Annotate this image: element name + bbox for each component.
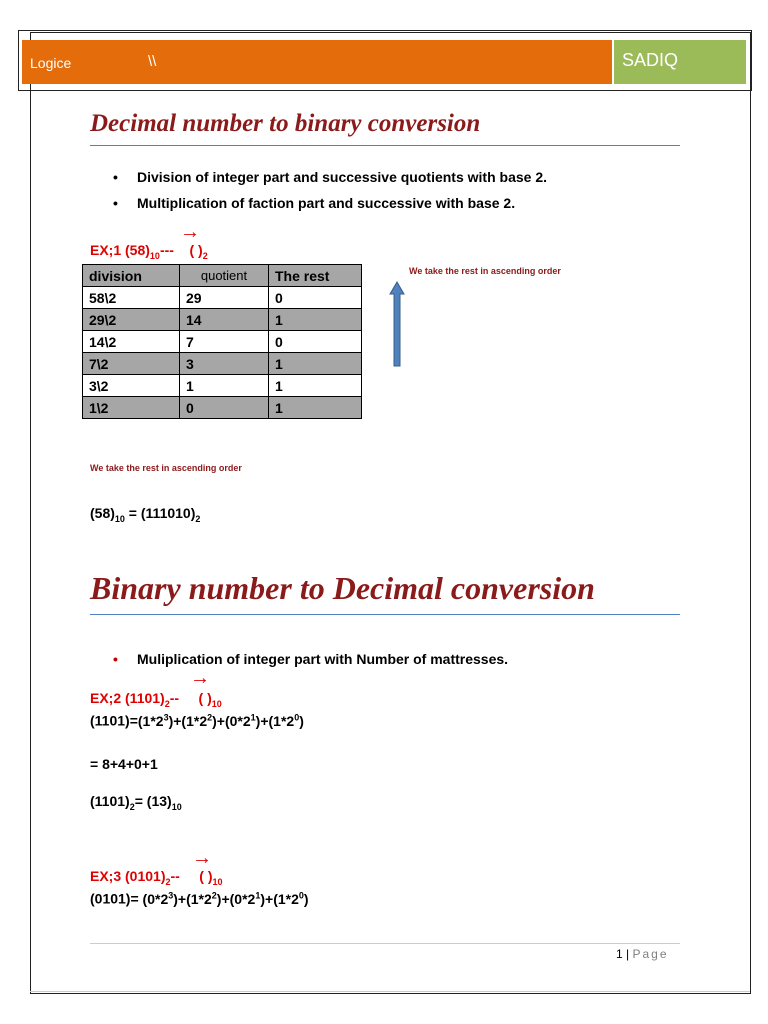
table-cell: 0 [269,331,362,353]
result2-lhs-base: 2 [129,801,135,812]
example2-base-to: 10 [211,698,222,709]
expansion-term [273,891,308,907]
table-row [83,309,362,331]
header-slash: \\ [148,53,157,70]
header-author: SADIQ [622,50,679,70]
result2-rhs-base: 10 [171,801,182,812]
term-close: )+ [173,890,187,907]
example2-paren: ( ) [198,690,212,706]
bottom-rule [30,991,750,992]
page-separator: | [622,947,633,961]
ascending-note: We take the rest in ascending order [90,463,242,473]
bullet-text: Division of integer part and successive quotients with base 2. [137,169,547,185]
right-arrow-icon: → [190,667,210,689]
table-cell: 7 [180,331,269,353]
term-base: (0*2 [224,712,251,729]
expansion-term [186,891,230,907]
table-cell: 1 [269,353,362,375]
term-base: (1*2 [181,712,208,729]
section1-title: Decimal number to binary conversion [90,110,481,137]
expansion-equation [90,712,304,729]
side-note: We take the rest in ascending order [409,266,561,276]
column-header: division [83,265,180,287]
table-cell: 14 [180,309,269,331]
example1-base-from: 10 [149,250,160,261]
result-lhs-base: 10 [114,513,125,524]
table-cell: 1\2 [83,397,180,419]
term-close: ) [299,712,304,729]
table-row [83,353,362,375]
result-rhs: = (111010) [124,505,196,521]
section2-title: Binary number to Decimal conversion [90,570,595,606]
conversion-table [82,264,362,419]
term-exponent: 3 [168,890,174,900]
expansion-lhs: (1101)= [90,712,138,729]
example1-dashes: --- [159,242,174,258]
expansion-term [269,713,304,729]
expansion-lhs: (0101)= [90,890,143,907]
example1-label [90,242,208,261]
table-cell: 14\2 [83,331,180,353]
term-base: (0*2 [229,890,256,907]
term-exponent: 1 [255,890,261,900]
example2-label [90,690,222,709]
section1-rule [90,145,680,146]
result2-equation [90,793,182,812]
term-close: )+ [260,890,274,907]
bullet-item [113,651,508,667]
term-exponent: 2 [211,890,217,900]
up-arrow-icon [388,280,406,370]
term-exponent: 1 [250,712,256,722]
table-cell: 0 [269,287,362,309]
term-close: ) [303,890,309,907]
example2-text: EX;2 (1101) [90,690,165,706]
example1-base-to: 2 [202,250,208,261]
table-cell: 1 [269,375,362,397]
column-header: quotient [180,265,269,287]
table-row [83,397,362,419]
table-cell: 1 [180,375,269,397]
term-close: )+ [168,712,182,729]
example1-text: EX;1 (58) [90,242,150,258]
table-row [83,287,362,309]
table-cell: 3\2 [83,375,180,397]
example2-dashes: -- [169,690,180,706]
result-rhs-base: 2 [195,513,201,524]
table-header-row [83,265,362,287]
table-row [83,331,362,353]
bullet-item [113,195,515,211]
expansion-term [143,891,187,907]
expansion-term [138,713,182,729]
term-base: (1*2 [137,712,164,729]
page-label: Page [632,947,669,961]
example3-base-from: 2 [165,876,171,887]
term-base: (1*2 [273,890,299,907]
right-arrow-icon: → [180,221,200,243]
expansion-term [225,713,269,729]
example1-paren: ( ) [189,242,203,258]
expansion-term [181,713,225,729]
example2-base-from: 2 [164,698,170,709]
header-title: Logice [30,55,72,71]
example3-label [90,868,223,887]
result-equation [90,505,200,524]
example3-paren: ( ) [199,868,213,884]
page-footer [616,947,669,961]
sum-equation: = 8+4+0+1 [90,756,158,772]
column-header: The rest [269,265,362,287]
expansion-term [230,891,274,907]
result2-lhs: (1101) [90,793,130,809]
result2-rhs: = (13) [134,793,172,809]
bullet-text: Muliplication of integer part with Number of mattresses. [137,651,509,667]
footer-rule [90,943,680,944]
right-arrow-icon: → [192,847,212,869]
expansion3-equation [90,890,309,907]
term-exponent: 3 [163,712,169,722]
bullet-dot-icon: • [113,195,118,211]
table-cell: 29\2 [83,309,180,331]
table-cell: 0 [180,397,269,419]
table-cell: 7\2 [83,353,180,375]
example3-base-to: 10 [212,876,223,887]
term-close: )+ [216,890,230,907]
table-cell: 3 [180,353,269,375]
example3-dashes: -- [170,868,180,884]
bullet-dot-icon: • [113,169,118,185]
example3-text: EX;3 (0101) [90,868,166,884]
term-base: (0*2 [142,890,169,907]
bullet-dot-icon: • [113,651,118,667]
term-close: )+ [212,712,225,729]
page-number: 1 [616,947,623,961]
term-close: )+ [255,712,269,729]
result-lhs: (58) [90,505,115,521]
term-base: (1*2 [268,712,295,729]
table-cell: 1 [269,309,362,331]
term-exponent: 0 [298,890,304,900]
term-exponent: 0 [294,712,300,722]
bullet-text: Multiplication of faction part and successive with base 2. [137,195,516,211]
header-bar [22,40,612,84]
term-exponent: 2 [207,712,213,722]
table-cell: 1 [269,397,362,419]
bullet-item [113,169,547,185]
section2-rule [90,614,680,615]
table-cell: 58\2 [83,287,180,309]
term-base: (1*2 [186,890,212,907]
table-cell: 29 [180,287,269,309]
table-row [83,375,362,397]
